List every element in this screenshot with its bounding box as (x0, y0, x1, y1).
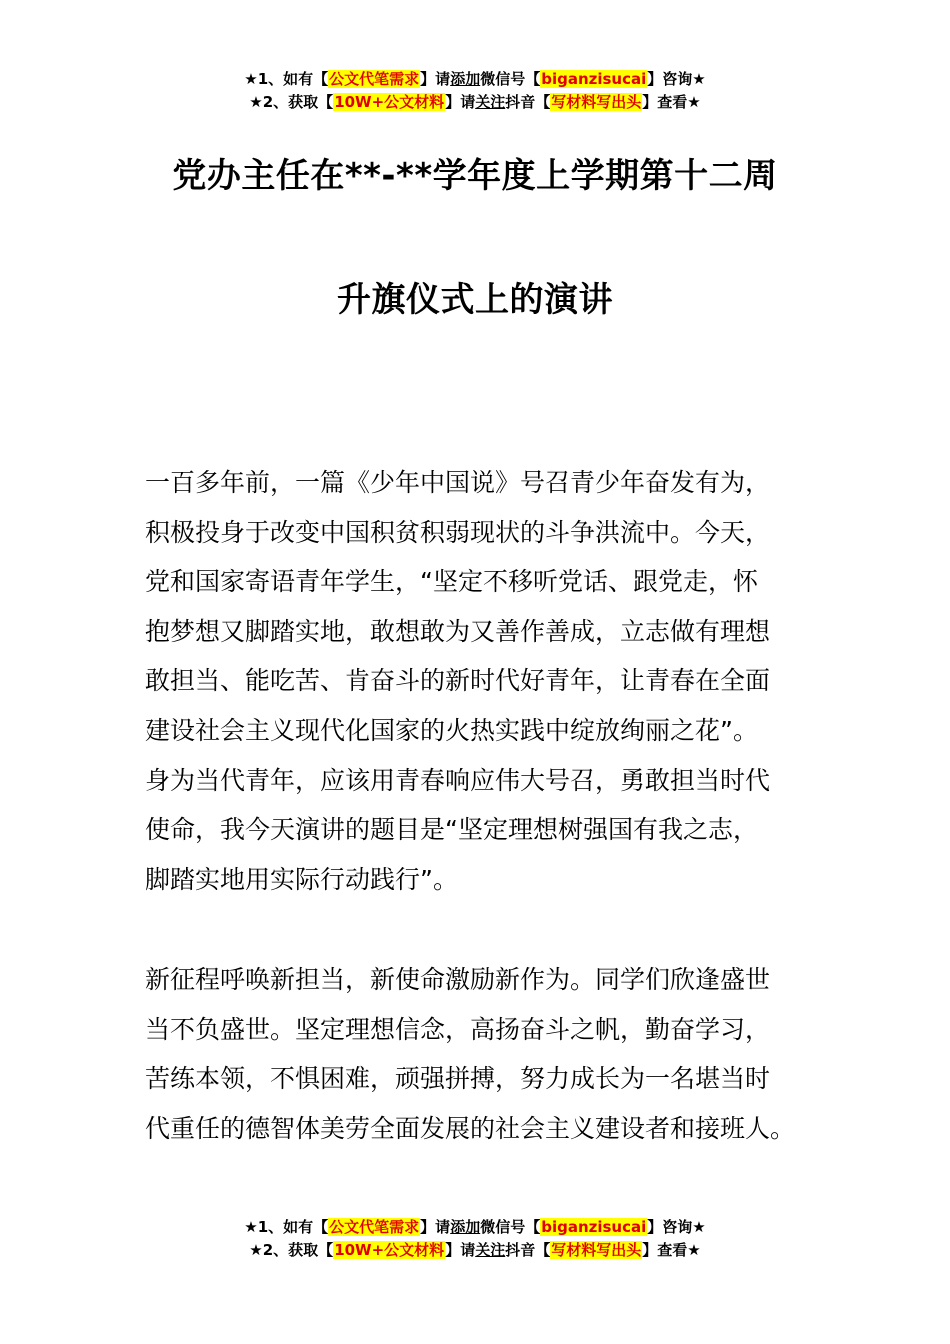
douyin-account-highlight: 写材料写出头 (551, 93, 642, 111)
banner-text: 微信号【 (480, 70, 541, 88)
banner-text: 】查看★ (642, 93, 701, 111)
banner-emphasis: 关注 (475, 1241, 506, 1259)
banner-text: 】请 (445, 1241, 476, 1259)
wechat-id-highlight: biganzisucai (541, 1218, 647, 1236)
banner-text: 】请 (420, 70, 451, 88)
body-paragraph-2 (145, 955, 810, 1153)
banner-line-1 (0, 68, 950, 91)
paragraph-line: 苦练本领，不惧困难，顽强拼搏，努力成长为一名堪当时 (145, 1064, 771, 1094)
banner-text: 】请 (420, 1218, 451, 1236)
banner-text: 】查看★ (642, 1241, 701, 1259)
banner-line-1 (0, 1216, 950, 1239)
wechat-id-highlight: biganzisucai (541, 70, 647, 88)
banner-emphasis: 关注 (475, 93, 506, 111)
banner-text: 】请 (445, 93, 476, 111)
body-paragraph-1 (145, 458, 810, 904)
banner-text: 抖音【 (505, 1241, 551, 1259)
banner-line-2 (0, 1239, 950, 1262)
document-title-line-2: 升旗仪式上的演讲 (337, 280, 613, 320)
paragraph-line: 建设社会主义现代化国家的火热实践中绽放绚丽之花”。 (145, 715, 758, 745)
banner-text: ★1、如有【 (244, 1218, 329, 1236)
paragraph-line: 新征程呼唤新担当，新使命激励新作为。同学们欣逢盛世 (145, 965, 771, 994)
document-title-line-1: 党办主任在**-**学年度上学期第十二周 (172, 156, 778, 196)
banner-emphasis: 添加 (450, 1218, 481, 1236)
paragraph-line: 党和国家寄语青年学生，“坚定不移听党话、跟党走，怀 (145, 567, 758, 597)
banner-text: ★2、获取【 (249, 93, 334, 111)
header-banner (0, 68, 950, 114)
banner-text: 抖音【 (505, 93, 551, 111)
banner-line-2 (0, 91, 950, 114)
paragraph-line: 当不负盛世。坚定理想信念，高扬奋斗之帆，勤奋学习， (145, 1014, 771, 1044)
banner-text: ★2、获取【 (249, 1241, 334, 1259)
material-highlight: 10W+公文材料 (334, 93, 445, 111)
service-highlight: 公文代笔需求 (329, 1218, 420, 1236)
paragraph-line: 一百多年前，一篇《少年中国说》号召青少年奋发有为， (145, 468, 771, 497)
paragraph-line: 代重任的德智体美劳全面发展的社会主义建设者和接班人。 (145, 1113, 796, 1143)
banner-text: ★1、如有【 (244, 70, 329, 88)
paragraph-line: 脚踏实地用实际行动践行”。 (145, 864, 458, 894)
paragraph-line: 抱梦想又脚踏实地，敢想敢为又善作善成，立志做有理想 (145, 616, 771, 646)
service-highlight: 公文代笔需求 (329, 70, 420, 88)
paragraph-line: 使命，我今天演讲的题目是“坚定理想树强国有我之志， (145, 815, 758, 845)
material-highlight: 10W+公文材料 (334, 1241, 445, 1259)
banner-text: 微信号【 (480, 1218, 541, 1236)
banner-text: 】咨询★ (647, 1218, 706, 1236)
douyin-account-highlight: 写材料写出头 (551, 1241, 642, 1259)
paragraph-line: 身为当代青年，应该用青春响应伟大号召，勇敢担当时代 (145, 765, 771, 795)
banner-emphasis: 添加 (450, 70, 481, 88)
footer-banner (0, 1216, 950, 1262)
paragraph-line: 积极投身于改变中国积贫积弱现状的斗争洪流中。今天， (145, 517, 771, 547)
banner-text: 】咨询★ (647, 70, 706, 88)
paragraph-line: 敢担当、能吃苦、肯奋斗的新时代好青年，让青春在全面 (145, 666, 771, 696)
